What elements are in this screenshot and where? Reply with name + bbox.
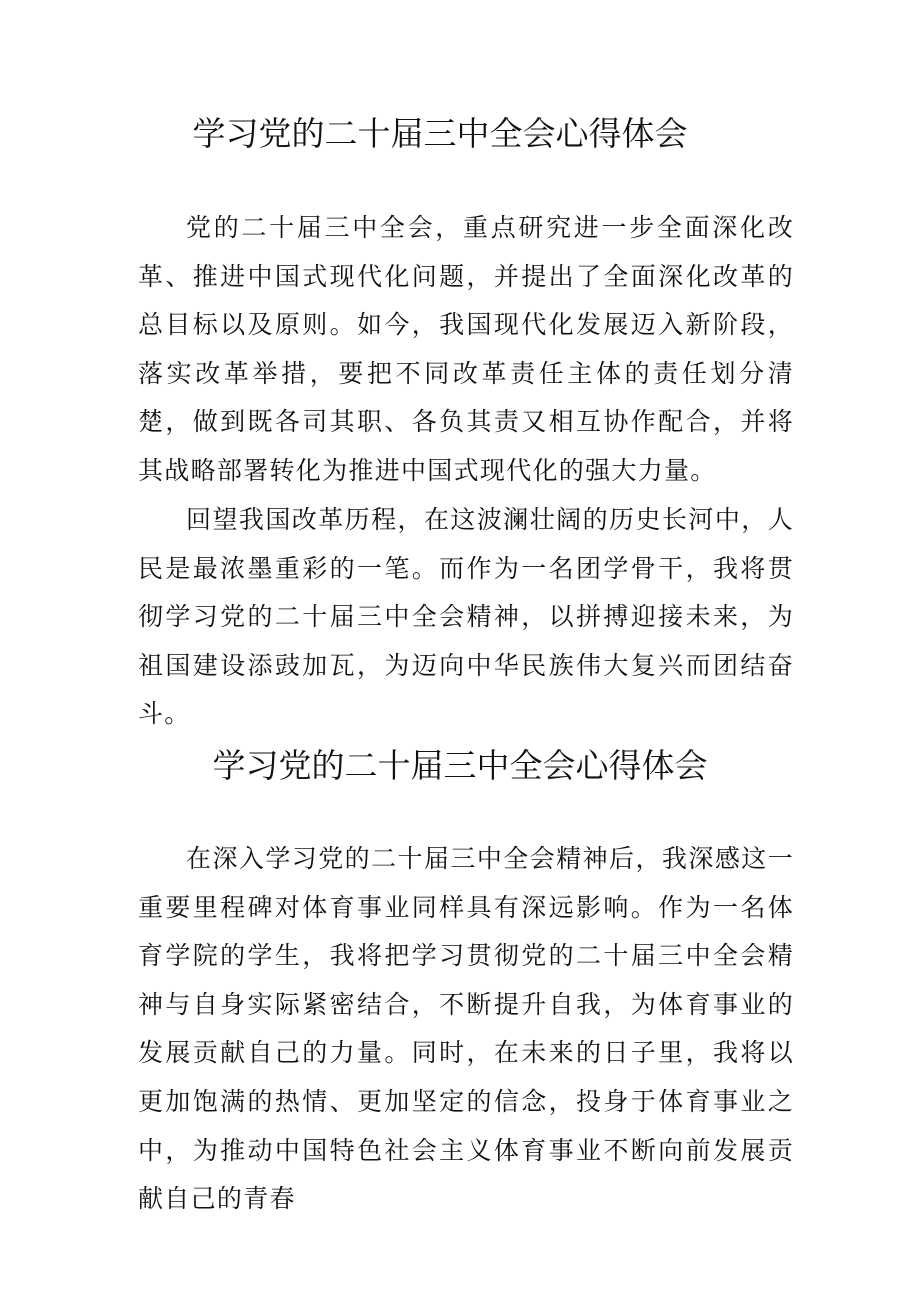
section-2-paragraph-1: 在深入学习党的二十届三中全会精神后，我深感这一重要里程碑对体育事业同样具有深远影响。作为一名体育学院的学生，我将把学习贯彻党的二十届三中全会精神与自身实际紧密结合，不断提升自我，为体育事业的发展贡献自己的力量。同时，在未来的日子里，我将以更加饱满的热情、更加坚定的信念，投身于体育事业之中，为推动中国特色社会主义体育事业不断向前发展贡献自己的青春 <box>138 844 794 1214</box>
section-1-paragraph-2: 回望我国改革历程，在这波澜壮阔的历史长河中，人民是最浓墨重彩的一笔。而作为一名团学骨干，我将贯彻学习党的二十届三中全会精神，以拼搏迎接未来，为祖国建设添豉加瓦，为迈向中华民族伟大复兴而团结奋斗。 <box>138 505 794 729</box>
section-1-paragraph-1: 党的二十届三中全会，重点研究进一步全面深化改革、推进中国式现代化问题，并提出了全面深化改革的总目标以及原则。如今，我国现代化发展迈入新阶段，落实改革举措，要把不同改革责任主体的责任划分清楚，做到既各司其职、各负其责又相互协作配合，并将其战略部署转化为推进中国式现代化的强大力量。 <box>138 213 794 485</box>
section-1-title: 学习党的二十届三中全会心得体会 <box>192 114 688 153</box>
section-2-title: 学习党的二十届三中全会心得体会 <box>212 746 708 785</box>
